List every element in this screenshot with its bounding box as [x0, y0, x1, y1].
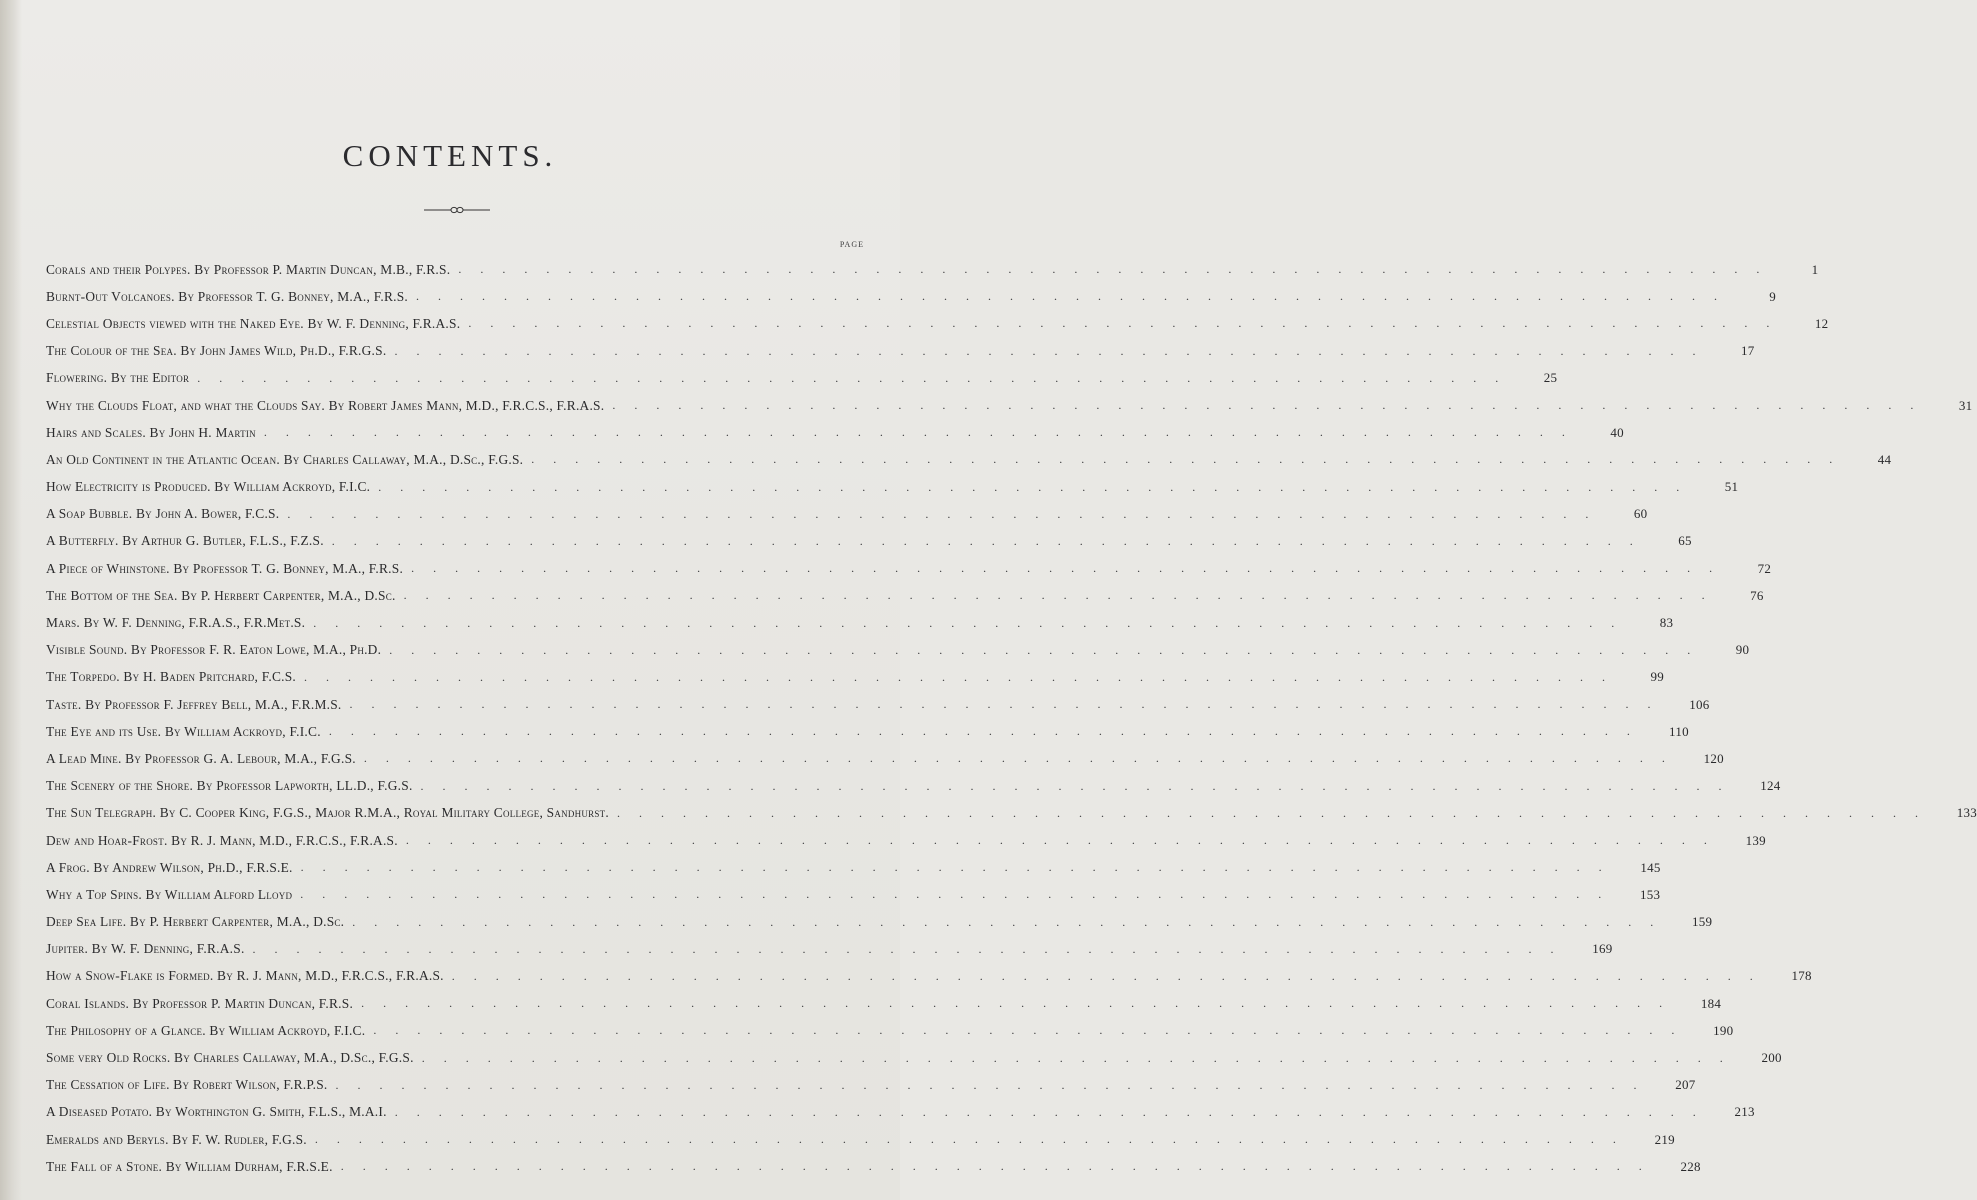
dot-leader: ............................................................: [416, 289, 1737, 304]
entry-page-number: 83: [1659, 615, 1674, 631]
entry-page-number: 9: [1769, 288, 1777, 304]
entry-page-number: 139: [1745, 832, 1766, 848]
entry-title: The Fall of a Stone. By William Durham, F.R.S.E.: [46, 1158, 333, 1174]
dot-leader: ............................................................: [328, 724, 1649, 739]
contents-entry: [46, 800, 1977, 827]
dot-leader: ............................................................: [616, 805, 1937, 820]
entry-title: The Eye and its Use. By William Ackroyd, F.I.C.: [46, 723, 321, 739]
dot-leader: ............................................................: [421, 1050, 1742, 1065]
entry-title: Celestial Objects viewed with the Naked Eye. By W. F. Denning, F.R.A.S.: [46, 315, 461, 331]
entry-page-number: 40: [1610, 424, 1624, 440]
dot-leader: ............................................................: [458, 262, 1779, 277]
contents-entry: [46, 909, 1713, 936]
contents-entry: [46, 881, 1661, 908]
dot-leader: ............................................................: [411, 561, 1732, 576]
dot-leader: ............................................................: [197, 370, 1518, 385]
dot-leader: ............................................................: [531, 452, 1852, 467]
entry-page-number: 25: [1543, 370, 1558, 386]
entry-title: Dew and Hoar-Frost. By R. J. Mann, M.D., F.R.C.S., F.R.A.S.: [46, 832, 398, 848]
dot-leader: ............................................................: [252, 941, 1573, 956]
contents-entry: [46, 827, 1766, 854]
contents-entry: [46, 582, 1764, 609]
entry-page-number: 133: [1956, 805, 1977, 821]
entry-title: Flowering. By the Editor: [46, 370, 190, 386]
contents-entry: [46, 1072, 1696, 1099]
contents-entry: [46, 446, 1892, 473]
page-column-header: PAGE: [839, 240, 864, 249]
entry-page-number: 110: [1669, 723, 1689, 739]
entry-page-number: 99: [1650, 669, 1665, 685]
entry-title: A Frog. By Andrew Wilson, Ph.D., F.R.S.E.: [46, 859, 293, 875]
entry-page-number: 72: [1757, 560, 1772, 576]
contents-entry: [46, 365, 1558, 392]
contents-entry: [46, 1017, 1734, 1044]
contents-entry: [46, 745, 1724, 772]
dot-leader: ............................................................: [468, 316, 1789, 331]
entry-page-number: 17: [1740, 343, 1755, 359]
entry-page-number: 159: [1692, 914, 1713, 930]
entry-page-number: 169: [1592, 941, 1613, 957]
contents-entry: [46, 310, 1829, 337]
contents-entry: [46, 1126, 1675, 1153]
entry-title: A Butterfly. By Arthur G. Butler, F.L.S., F.Z.S.: [46, 533, 324, 549]
entry-page-number: 228: [1680, 1158, 1701, 1174]
entry-page-number: 60: [1633, 506, 1648, 522]
entry-title: Why the Clouds Float, and what the Clouds Say. By Robert James Mann, M.D., F.R.C.S., F.R.A.S.: [46, 397, 605, 413]
dot-leader: ............................................................: [349, 697, 1670, 712]
entry-title: Coral Islands. By Professor P. Martin Duncan, F.R.S.: [46, 995, 354, 1011]
dot-leader: ............................................................: [331, 533, 1652, 548]
entry-page-number: 76: [1750, 587, 1764, 603]
dot-leader: ............................................................: [363, 751, 1684, 766]
entry-page-number: 124: [1760, 778, 1781, 794]
dot-leader: ............................................................: [287, 506, 1608, 521]
dot-leader: ............................................................: [300, 860, 1621, 875]
dot-leader: ............................................................: [263, 425, 1584, 440]
contents-entry: [46, 637, 1750, 664]
entry-page-number: 200: [1761, 1050, 1782, 1066]
entry-title: Visible Sound. By Professor F. R. Eaton Lowe, M.A., Ph.D.: [46, 642, 382, 658]
entry-title: A Lead Mine. By Professor G. A. Lebour, M.A., F.G.S.: [46, 750, 356, 766]
contents-entry: [46, 963, 1812, 990]
contents-entry: [46, 718, 1689, 745]
contents-entry: [46, 555, 1772, 582]
contents-entry: [46, 528, 1692, 555]
dot-leader: ............................................................: [352, 914, 1673, 929]
entry-page-number: 207: [1675, 1077, 1696, 1093]
contents-entry: [46, 338, 1755, 365]
entry-page-number: 65: [1678, 533, 1692, 549]
contents-entry: [46, 854, 1661, 881]
entry-title: Hairs and Scales. By John H. Martin: [46, 424, 256, 440]
dot-leader: ............................................................: [403, 588, 1724, 603]
entry-title: Mars. By W. F. Denning, F.R.A.S., F.R.Met.S.: [46, 615, 306, 631]
dot-leader: ............................................................: [420, 778, 1741, 793]
dot-leader: ............................................................: [378, 479, 1699, 494]
entry-title: Emeralds and Beryls. By F. W. Rudler, F.G.S.: [46, 1131, 307, 1147]
contents-entry: [46, 1099, 1755, 1126]
entry-title: The Scenery of the Shore. By Professor Lapworth, LL.D., F.G.S.: [46, 778, 413, 794]
page-title: CONTENTS.: [342, 138, 558, 173]
entry-page-number: 219: [1654, 1131, 1675, 1147]
contents-entry: [46, 283, 1777, 310]
dot-leader: ............................................................: [394, 1104, 1715, 1119]
entry-page-number: 145: [1640, 859, 1661, 875]
entry-title: Burnt-Out Volcanoes. By Professor T. G. Bonney, M.A., F.R.S.: [46, 288, 409, 304]
entry-page-number: 106: [1689, 696, 1710, 712]
dot-leader: ............................................................: [394, 343, 1715, 358]
entry-page-number: 190: [1713, 1022, 1734, 1038]
contents-entry: [46, 691, 1710, 718]
entry-page-number: 178: [1791, 968, 1812, 984]
entry-page-number: 213: [1734, 1104, 1755, 1120]
contents-entry: [46, 990, 1722, 1017]
contents-entry: [46, 664, 1665, 691]
contents-entry: [46, 256, 1819, 283]
entry-page-number: 153: [1640, 886, 1661, 902]
entry-page-number: 120: [1703, 750, 1724, 766]
dot-leader: ............................................................: [451, 968, 1772, 983]
entry-title: A Soap Bubble. By John A. Bower, F.C.S.: [46, 506, 280, 522]
dot-leader: ............................................................: [405, 833, 1726, 848]
entry-title: How Electricity is Produced. By William Ackroyd, F.I.C.: [46, 479, 371, 495]
contents-entry: [46, 419, 1624, 446]
entry-title: Why a Top Spins. By William Alford Lloyd: [46, 886, 293, 902]
entry-title: Some very Old Rocks. By Charles Callaway, M.A., D.Sc., F.G.S.: [46, 1050, 414, 1066]
dot-leader: ............................................................: [335, 1077, 1656, 1092]
entry-title: Corals and their Polypes. By Professor P. Martin Duncan, M.B., F.R.S.: [46, 261, 451, 277]
dot-leader: ............................................................: [340, 1159, 1661, 1174]
contents-entry: [46, 773, 1781, 800]
entry-title: The Cessation of Life. By Robert Wilson, F.R.P.S.: [46, 1077, 328, 1093]
contents-entry: [46, 501, 1648, 528]
dot-leader: ............................................................: [612, 398, 1933, 413]
contents-entry: [46, 1153, 1701, 1180]
dot-leader: ............................................................: [314, 1132, 1635, 1147]
dot-leader: ............................................................: [313, 615, 1634, 630]
dot-leader: ............................................................: [304, 669, 1625, 684]
entry-title: The Philosophy of a Glance. By William Ackroyd, F.I.C.: [46, 1022, 366, 1038]
entry-page-number: 90: [1735, 642, 1750, 658]
entry-page-number: 12: [1814, 315, 1829, 331]
entry-title: A Piece of Whinstone. By Professor T. G. Bonney, M.A., F.R.S.: [46, 560, 404, 576]
entry-page-number: 1: [1811, 261, 1819, 277]
entry-page-number: 31: [1958, 397, 1973, 413]
entry-title: The Sun Telegraph. By C. Cooper King, F.G.S., Major R.M.A., Royal Military College, Sandhurst.: [46, 805, 609, 821]
contents-entry: [46, 1044, 1782, 1071]
entry-page-number: 44: [1877, 451, 1892, 467]
contents-entry: [46, 474, 1739, 501]
entry-title: An Old Continent in the Atlantic Ocean. By Charles Callaway, M.A., D.Sc., F.G.S.: [46, 451, 524, 467]
entry-title: Jupiter. By W. F. Denning, F.R.A.S.: [46, 941, 245, 957]
entry-title: Taste. By Professor F. Jeffrey Bell, M.A., F.R.M.S.: [46, 696, 342, 712]
contents-entry: [46, 936, 1613, 963]
ornament-divider: [424, 204, 490, 216]
entry-title: The Colour of the Sea. By John James Wild, Ph.D., F.R.G.S.: [46, 343, 387, 359]
contents-entry: [46, 392, 1973, 419]
entry-page-number: 184: [1700, 995, 1722, 1011]
contents-entry: [46, 609, 1674, 636]
entry-title: Deep Sea Life. By P. Herbert Carpenter, M.A., D.Sc.: [46, 914, 345, 930]
contents-list: [46, 256, 1977, 1180]
entry-title: How a Snow-Flake is Formed. By R. J. Mann, M.D., F.R.C.S., F.R.A.S.: [46, 968, 444, 984]
dot-leader: ............................................................: [389, 642, 1710, 657]
entry-page-number: 51: [1724, 479, 1739, 495]
dot-leader: ............................................................: [300, 887, 1621, 902]
entry-title: The Bottom of the Sea. By P. Herbert Carpenter, M.A., D.Sc.: [46, 587, 396, 603]
entry-title: A Diseased Potato. By Worthington G. Smith, F.L.S., M.A.I.: [46, 1104, 387, 1120]
dot-leader: ............................................................: [373, 1023, 1694, 1038]
entry-title: The Torpedo. By H. Baden Pritchard, F.C.S.: [46, 669, 297, 685]
dot-leader: ............................................................: [361, 996, 1682, 1011]
